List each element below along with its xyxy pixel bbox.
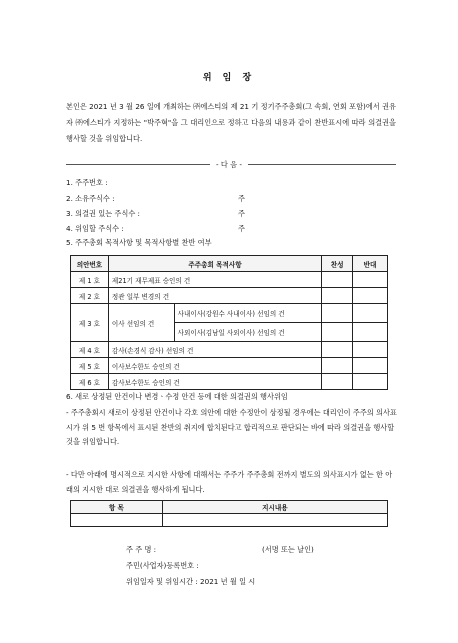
oppose-cell[interactable] [353, 323, 388, 342]
oppose-cell[interactable] [353, 374, 388, 390]
agenda-no: 제 5 호 [71, 358, 109, 374]
oppose-cell[interactable] [353, 358, 388, 374]
agenda-table-header [71, 256, 388, 272]
agenda-no: 제 6 호 [71, 374, 109, 390]
instruction-item-cell[interactable] [71, 514, 163, 527]
table-row [71, 374, 388, 390]
oppose-cell[interactable] [353, 304, 388, 323]
shareholder-name-label: 주 주 명 : [126, 545, 157, 554]
oppose-cell[interactable] [353, 342, 388, 358]
registration-number-label: 주민(사업자)등록번호 : [126, 561, 199, 570]
delegated-shares-unit: 주 [238, 224, 245, 233]
agenda-heading: 5. 주주총회 목적사항 및 목적사항별 찬반 여부 [66, 238, 212, 247]
header-oppose: 반대 [353, 256, 388, 272]
intro-paragraph: 본인은 2021 년 3 월 26 일에 개최하는 ㈜에스티의 제 21 기 정기주주총회(그 속회, 연회 포함)에서 권유자 ㈜에스티가 지정하는 "박주혁"을 그 대리인으로 정하고 다음의 내용과 같이 찬반표시에 따라 의결권을 행사할 것을 위임합니다. [66, 102, 396, 143]
agenda-item: 이사 선임의 건 [108, 304, 174, 342]
oppose-cell[interactable] [353, 288, 388, 304]
instruction-table [70, 500, 388, 527]
table-row [71, 514, 388, 527]
agenda-table [70, 255, 388, 390]
voting-shares-label: 3. 의결권 있는 주식수 : [66, 209, 140, 218]
table-row [71, 272, 388, 288]
signature-hint: (서명 또는 날인) [262, 545, 314, 554]
agenda-no: 제 1 호 [71, 272, 109, 288]
table-row [71, 342, 388, 358]
oppose-cell[interactable] [353, 272, 388, 288]
owned-shares-unit: 주 [238, 194, 245, 203]
approve-cell[interactable] [322, 304, 353, 323]
header-agenda-item: 주주총회 목적사항 [108, 256, 321, 272]
shareholder-number-label: 1. 주주번호 : [66, 178, 108, 187]
agenda-item: 감사(손경식 감사) 선임의 건 [108, 342, 321, 358]
header-agenda-no: 의안번호 [71, 256, 109, 272]
approve-cell[interactable] [322, 374, 353, 390]
dagaum-label: - 다 음 - [210, 160, 248, 169]
agenda-item: 제21기 재무제표 승인의 건 [108, 272, 321, 288]
approve-cell[interactable] [322, 288, 353, 304]
agenda-subitem: 사외이사(김남일 사외이사) 선임의 건 [174, 323, 321, 342]
table-row [71, 288, 388, 304]
agenda-item: 정관 일부 변경의 건 [108, 288, 321, 304]
approve-cell[interactable] [322, 272, 353, 288]
table-row [71, 304, 388, 323]
voting-shares-unit: 주 [238, 209, 245, 218]
header-approve: 찬성 [322, 256, 353, 272]
document-title: 위 임 장 [202, 73, 256, 83]
instruction-note: - 다만 아래에 명시적으로 지시한 사항에 대해서는 주주가 주주총회 전까지 별도의 의사표시가 없는 한 아래의 지시한 대로 의결권을 행사하게 됩니다. [66, 470, 393, 494]
section-6-heading: 6. 새로 상정된 안건이나 변경ㆍ수정 안건 등에 대한 의결권의 행사위임 [66, 392, 288, 401]
agenda-no: 제 2 호 [71, 288, 109, 304]
agenda-no: 제 3 호 [71, 304, 109, 342]
agenda-subitem: 사내이사(강원수 사내이사) 선임의 건 [174, 304, 321, 323]
agenda-no: 제 4 호 [71, 342, 109, 358]
dagaum-heading [0, 160, 458, 170]
approve-cell[interactable] [322, 342, 353, 358]
delegation-note: - 주주총회시 새로이 상정된 안건이나 각호 의안에 대한 수정안이 상정될 경우에는 대리인이 주주의 의사표시가 위 5 번 항목에서 표시된 찬반의 취지에 합치된다고 합리적으로 판단되는 바에 따라 의결권을 행사할 것을 위임합니다. [66, 408, 397, 446]
approve-cell[interactable] [322, 323, 353, 342]
instruction-content-cell[interactable] [162, 514, 387, 527]
table-row [71, 358, 388, 374]
header-instruction: 지시내용 [162, 501, 387, 514]
approve-cell[interactable] [322, 358, 353, 374]
agenda-item: 감사보수한도 승인의 건 [108, 374, 321, 390]
delegation-date-label: 위임일자 및 위임시간 : 2021 년 월 일 시 [126, 577, 256, 586]
agenda-item: 이사보수한도 승인의 건 [108, 358, 321, 374]
header-item: 항 목 [71, 501, 163, 514]
instruction-table-header [71, 501, 388, 514]
delegated-shares-label: 4. 위임할 주식수 : [66, 224, 124, 233]
owned-shares-label: 2. 소유주식수 : [66, 194, 115, 203]
